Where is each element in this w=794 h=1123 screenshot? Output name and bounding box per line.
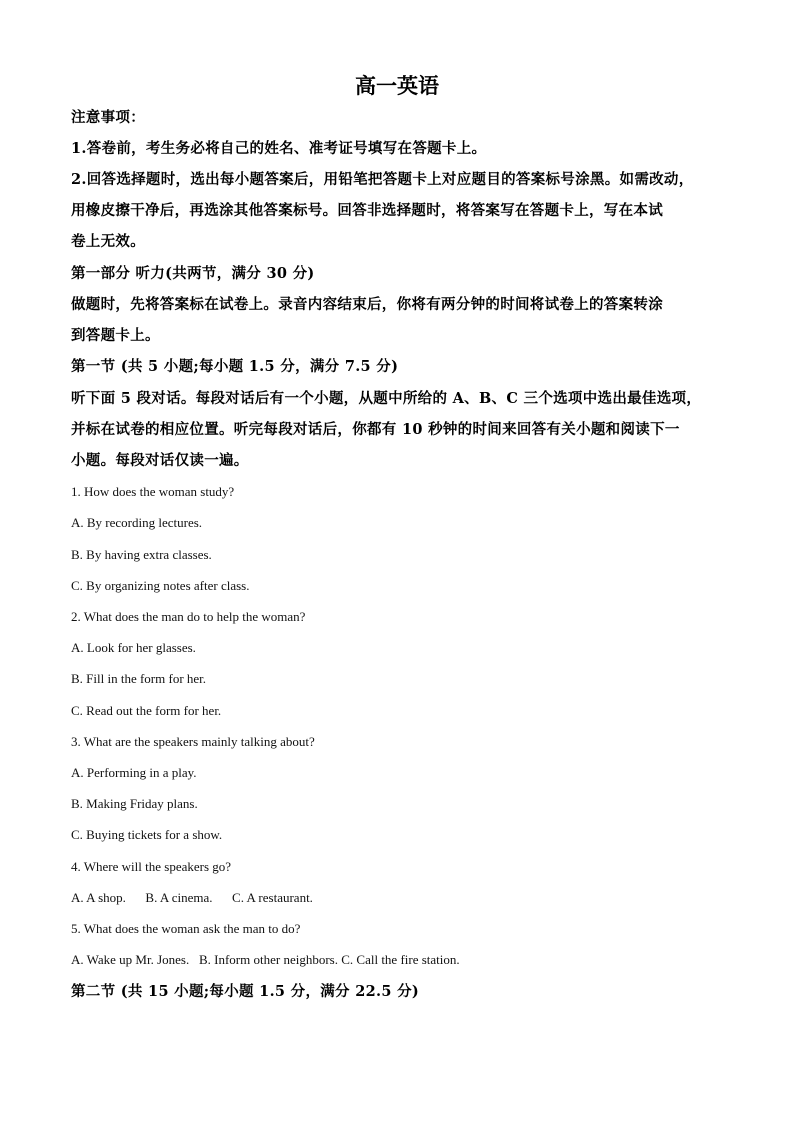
question-1-option-b: B. By having extra classes.: [71, 547, 212, 562]
section1-heading: 第一节 (共 5 小题;每小题 1.5 分，满分 7.5 分): [71, 358, 399, 375]
question-1-option-c: C. By organizing notes after class.: [71, 578, 250, 593]
part1-intro-line-1: 做题时，先将答案标在试卷上。录音内容结束后，你将有两分钟的时间将试卷上的答案转涂: [71, 296, 663, 313]
question-1-option-a: A. By recording lectures.: [71, 515, 203, 530]
notice-item-2-line-3: 卷上无效。: [71, 233, 145, 250]
section1-intro-line-1: 听下面 5 段对话。每段对话后有一个小题，从题中所给的 A、B、C 三个选项中选出最佳选项，: [71, 390, 702, 407]
question-5: 5. What does the woman ask the man to do?: [71, 921, 301, 936]
question-3-option-c: C. Buying tickets for a show.: [71, 827, 223, 842]
part1-heading: 第一部分 听力(共两节，满分 30 分): [71, 265, 315, 282]
question-4-options: A. A shop. B. A cinema. C. A restaurant.: [71, 890, 313, 905]
question-3-option-b: B. Making Friday plans.: [71, 796, 198, 811]
question-1: 1. How does the woman study?: [71, 484, 235, 499]
notice-heading: 注意事项：: [71, 109, 145, 126]
notice-item-2-line-1: 2.回答选择题时，选出每小题答案后，用铅笔把答题卡上对应题目的答案标号涂黑。如需改动，: [71, 171, 694, 188]
part1-intro-line-2: 到答题卡上。: [71, 327, 160, 344]
question-2: 2. What does the man do to help the woman?: [71, 609, 306, 624]
section1-intro-line-2: 并标在试卷的相应位置。听完每段对话后，你都有 10 秒钟的时间来回答有关小题和阅读下一: [71, 421, 680, 438]
question-3-option-a: A. Performing in a play.: [71, 765, 197, 780]
section2-heading: 第二节 (共 15 小题;每小题 1.5 分，满分 22.5 分): [71, 983, 420, 1000]
page-title: 高一英语: [355, 73, 439, 98]
question-2-option-c: C. Read out the form for her.: [71, 703, 222, 718]
question-2-option-b: B. Fill in the form for her.: [71, 671, 207, 686]
section1-intro-line-3: 小题。每段对话仅读一遍。: [71, 452, 249, 469]
notice-item-1: 1.答卷前，考生务必将自己的姓名、准考证号填写在答题卡上。: [71, 140, 487, 157]
question-4: 4. Where will the speakers go?: [71, 859, 232, 874]
question-5-options: A. Wake up Mr. Jones. B. Inform other neighbors. C. Call the fire station.: [71, 952, 460, 967]
question-3: 3. What are the speakers mainly talking about?: [71, 734, 315, 749]
notice-item-2-line-2: 用橡皮擦干净后，再选涂其他答案标号。回答非选择题时，将答案写在答题卡上，写在本试: [71, 202, 663, 219]
question-2-option-a: A. Look for her glasses.: [71, 640, 196, 655]
